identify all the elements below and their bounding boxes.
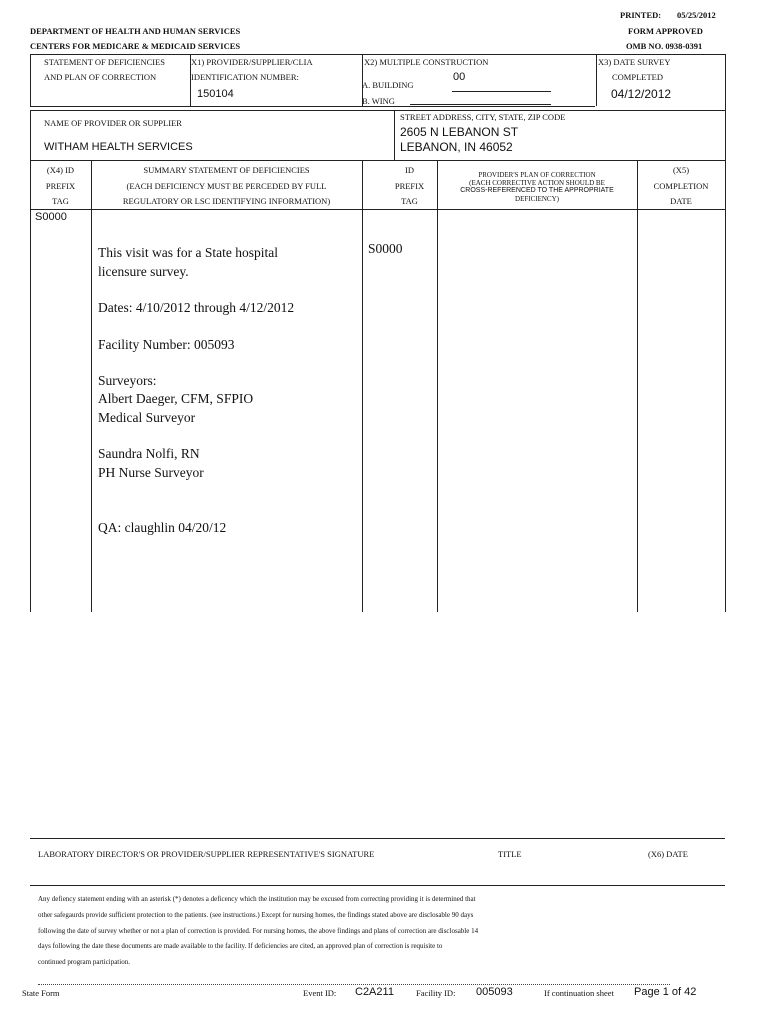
surveyor-1-name: Albert Daeger, CFM, SFPIO xyxy=(98,391,254,406)
address-line-2: LEBANON, IN 46052 xyxy=(400,140,513,154)
state-form-label: State Form xyxy=(22,988,60,998)
signature-top-rule xyxy=(30,838,725,839)
x3-label-2: COMPLETED xyxy=(612,72,663,82)
disclaimer-line-3: following the date of survey whether or not a plan of correction is provided. For nursing homes, the above findings and plans of correction are disclosable 14 xyxy=(38,927,479,935)
signature-date-label: (X6) DATE xyxy=(648,849,688,859)
building-label: A. BUILDING xyxy=(362,80,414,90)
id-header-1: ID xyxy=(405,165,414,175)
event-id-value: C2A211 xyxy=(355,986,394,998)
wing-label: B. WING xyxy=(362,96,395,106)
id-header-3: TAG xyxy=(401,196,418,206)
x2-label: X2) MULTIPLE CONSTRUCTION xyxy=(364,57,489,67)
facility-id-value: 005093 xyxy=(476,986,513,998)
plan-header-3: CROSS-REFERENCED TO THE APPROPRIATE xyxy=(460,187,614,194)
event-id-label: Event ID: xyxy=(303,988,337,998)
printed-date: 05/25/2012 xyxy=(677,10,716,20)
building-value: 00 xyxy=(453,71,466,83)
x5-header-1: (X5) xyxy=(672,165,690,175)
survey-dates: Dates: 4/10/2012 through 4/12/2012 xyxy=(98,300,295,315)
summary-header-3: REGULATORY OR LSC IDENTIFYING INFORMATION) xyxy=(122,196,331,206)
tag-left: S0000 xyxy=(35,211,67,223)
summary-header-2: (EACH DEFICIENCY MUST BE PERCEDED BY FULL xyxy=(126,181,327,191)
visit-description-line-1: This visit was for a State hospital xyxy=(98,245,278,260)
provider-name: WITHAM HEALTH SERVICES xyxy=(44,141,193,153)
surveyors-label: Surveyors: xyxy=(98,373,157,388)
visit-description-line-2: licensure survey. xyxy=(98,264,189,279)
facility-id-label: Facility ID: xyxy=(416,988,456,998)
signature-title-label: TITLE xyxy=(498,849,522,859)
omb-number: OMB NO. 0938-0391 xyxy=(626,41,703,51)
x4-header-2: PREFIX xyxy=(45,181,76,191)
signature-bottom-rule xyxy=(30,885,725,886)
x4-header-3: TAG xyxy=(52,196,69,206)
disclaimer-line-1: Any defiency statement ending with an asterisk (*) denotes a deficency which the institution may be excused from correcting providing it is determined that xyxy=(38,895,476,903)
printed-label: PRINTED: xyxy=(620,10,662,20)
facility-number: Facility Number: 005093 xyxy=(98,337,235,352)
disclaimer-rule xyxy=(38,984,670,985)
page-number: Page 1 of 42 xyxy=(634,986,697,998)
tag-right: S0000 xyxy=(368,241,403,256)
address-label: STREET ADDRESS, CITY, STATE, ZIP CODE xyxy=(400,112,566,122)
summary-header-1: SUMMARY STATEMENT OF DEFICIENCIES xyxy=(143,165,310,175)
continuation-label: If continuation sheet xyxy=(544,988,614,998)
address-line-1: 2605 N LEBANON ST xyxy=(400,125,519,139)
survey-completed-date: 04/12/2012 xyxy=(611,87,672,101)
surveyor-1-title: Medical Surveyor xyxy=(98,410,196,425)
qa-note: QA: claughlin 04/20/12 xyxy=(98,520,227,535)
lab-director-signature-label: LABORATORY DIRECTOR'S OR PROVIDER/SUPPLIER REPRESENTATIVE'S SIGNATURE xyxy=(38,849,375,859)
x1-label: X1) PROVIDER/SUPPLIER/CLIA xyxy=(191,57,313,67)
provider-id-value: 150104 xyxy=(197,88,234,100)
x1-label-2: IDENTIFICATION NUMBER: xyxy=(191,72,299,82)
surveyor-2-name: Saundra Nolfi, RN xyxy=(98,446,200,461)
plan-header-1: PROVIDER'S PLAN OF CORRECTION xyxy=(478,171,596,179)
surveyor-2-title: PH Nurse Surveyor xyxy=(98,465,204,480)
statement-label-1: STATEMENT OF DEFICIENCIES xyxy=(44,57,166,67)
provider-name-label: NAME OF PROVIDER OR SUPPLIER xyxy=(44,118,182,128)
disclaimer-line-2: other safegaurds provide sufficient protection to the patients. (see instructions.) Except for nursing homes, the findings stated above are disclosable 90 days xyxy=(38,911,474,919)
department-name: DEPARTMENT OF HEALTH AND HUMAN SERVICES xyxy=(30,26,241,36)
disclaimer-line-5: continued program participation. xyxy=(38,958,130,966)
form-approved: FORM APPROVED xyxy=(628,26,703,36)
disclaimer-line-4: days following the date these documents are made available to the facility. If deficiencies are cited, an approved plan of correction is requisite to xyxy=(38,942,443,950)
plan-header-4: DEFICIENCY) xyxy=(515,195,559,203)
x5-header-3: DATE xyxy=(670,196,692,206)
x3-label: X3) DATE SURVEY xyxy=(598,57,671,67)
x5-header-2: COMPLETION xyxy=(653,181,709,191)
centers-name: CENTERS FOR MEDICARE & MEDICAID SERVICES xyxy=(30,41,241,51)
plan-header-2: (EACH CORRECTIVE ACTION SHOULD BE xyxy=(469,179,605,187)
statement-label-2: AND PLAN OF CORRECTION xyxy=(44,72,157,82)
id-header-2: PREFIX xyxy=(394,181,425,191)
x4-header-1: (X4) ID xyxy=(46,165,75,175)
